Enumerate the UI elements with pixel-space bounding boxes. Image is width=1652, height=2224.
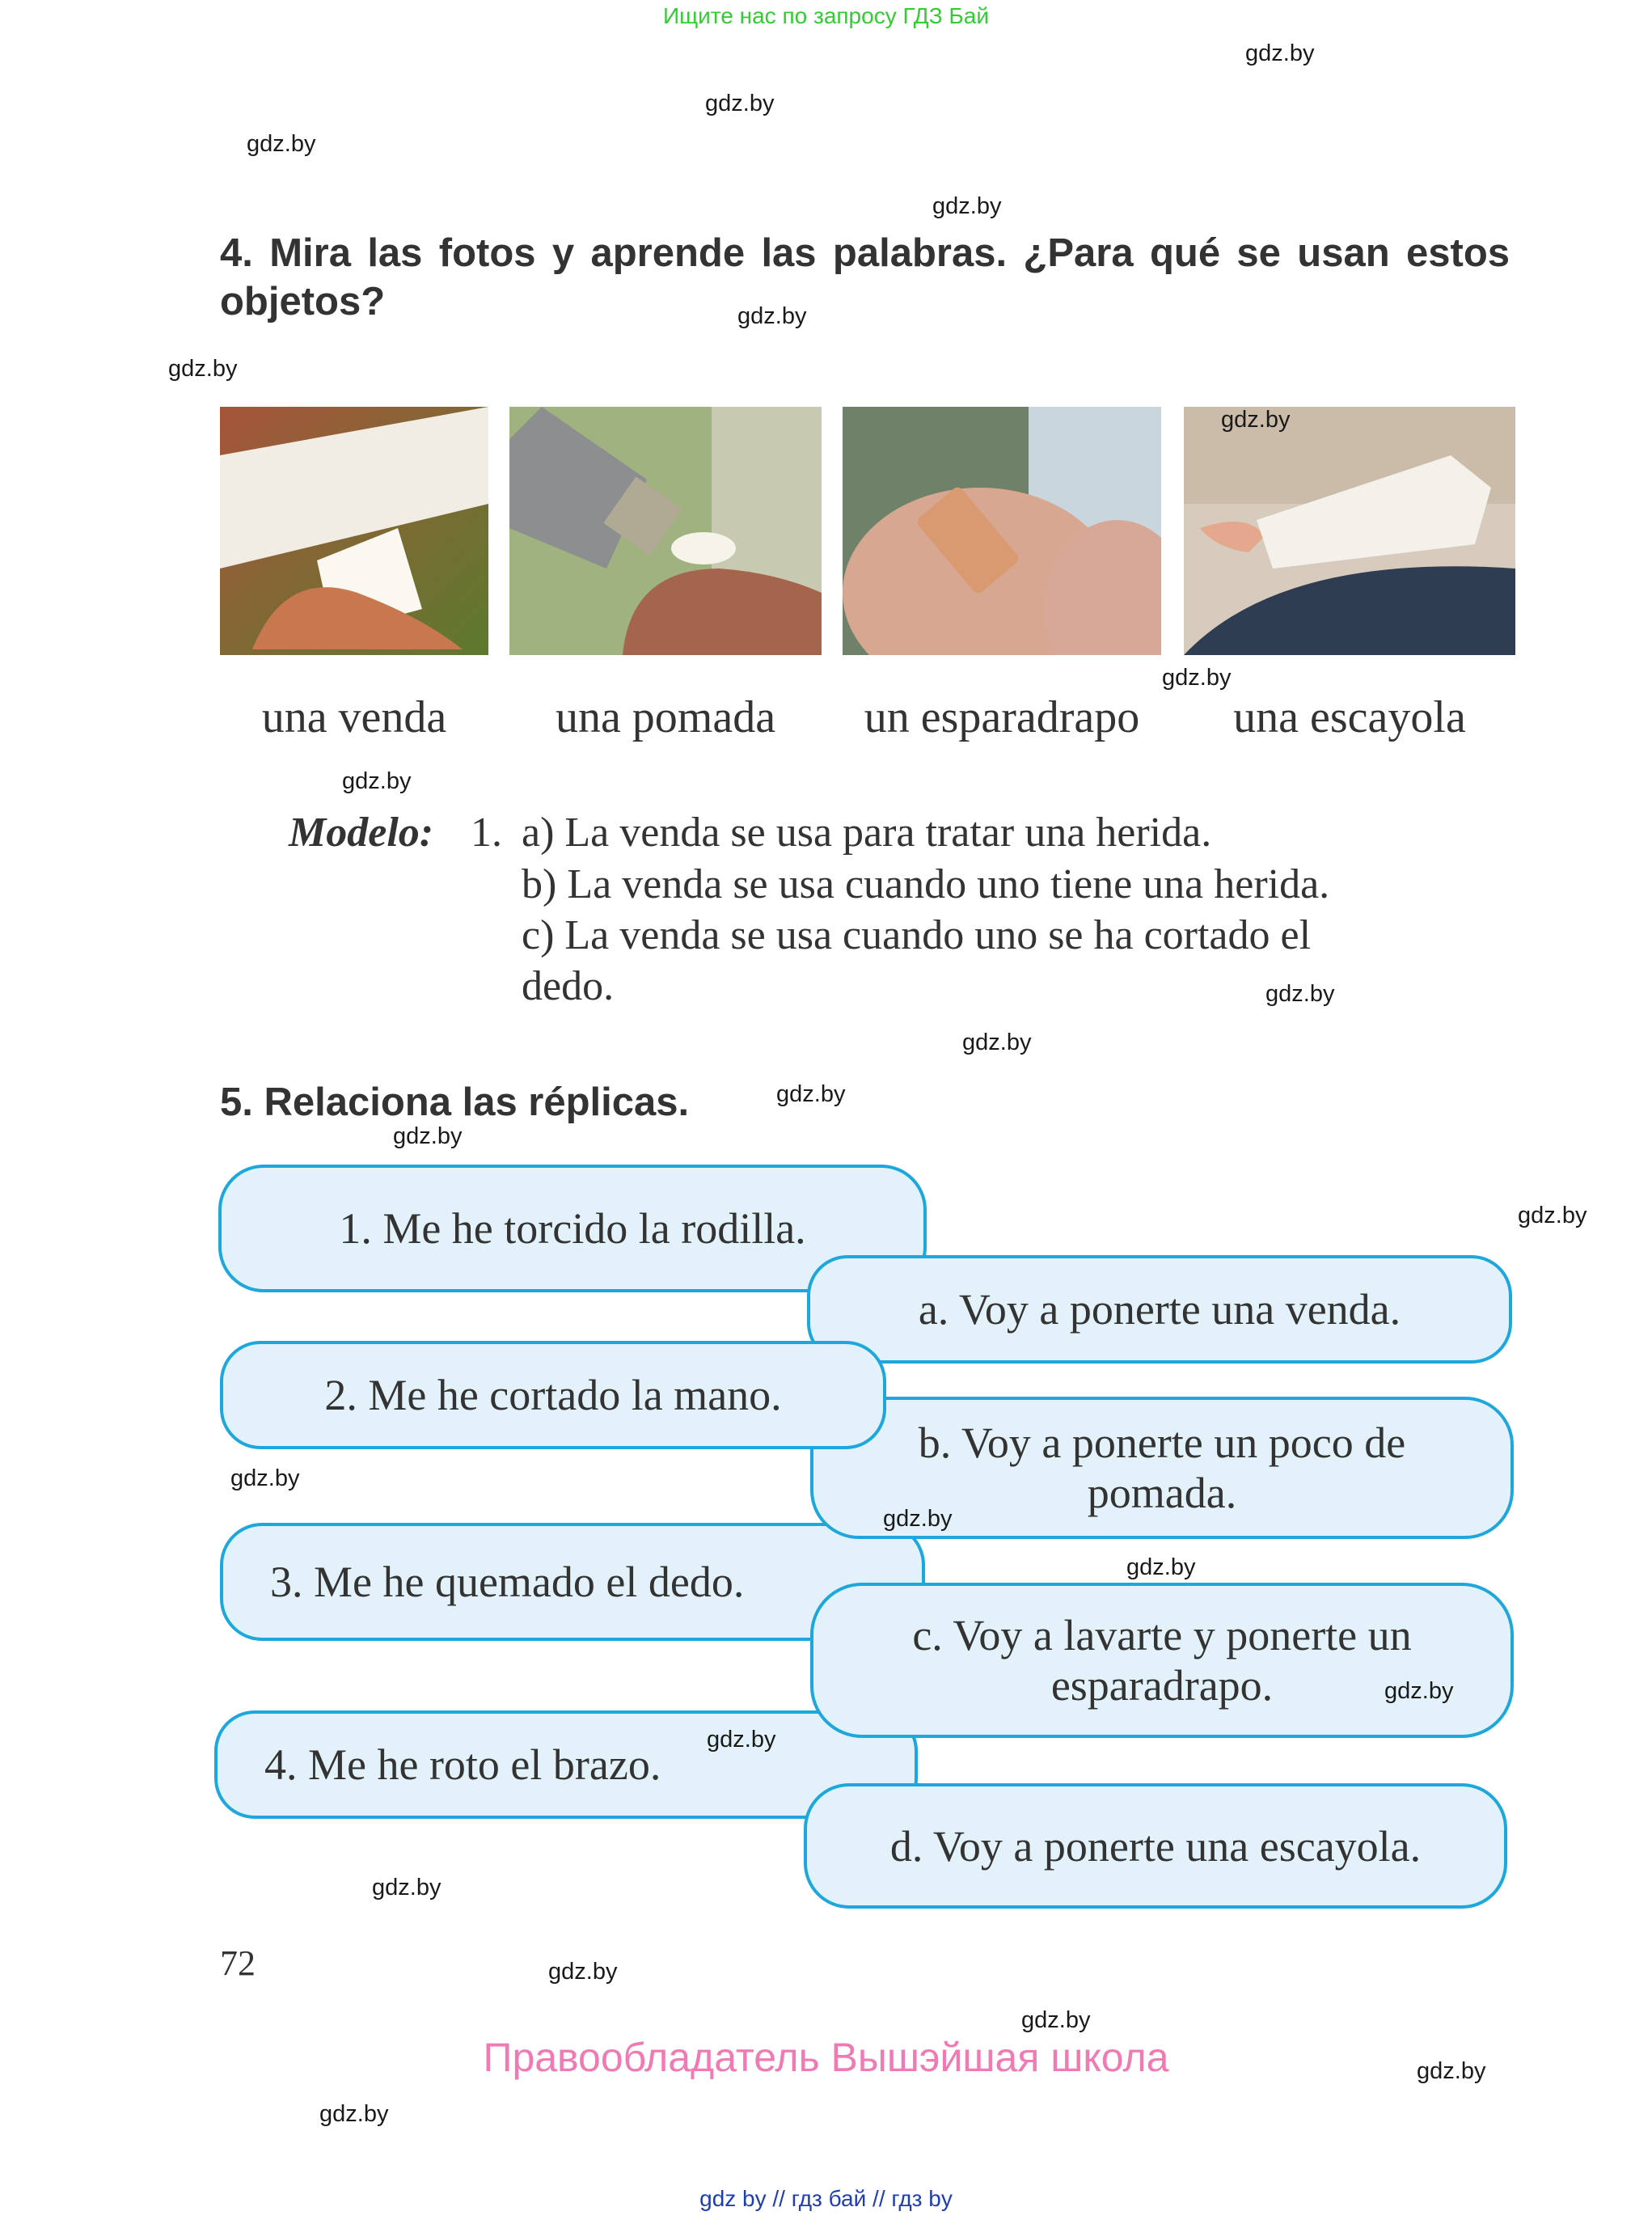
watermark: gdz.by [230,1465,300,1491]
watermark: gdz.by [1162,665,1232,691]
model-line: c) La venda se usa cuando uno se ha cortado el [522,912,1312,958]
reply-left-1: 1. Me he torcido la rodilla. [218,1165,927,1292]
watermark: gdz.by [1245,40,1315,66]
model-label: Modelo: [289,810,434,856]
exercise-5-title: 5. Relaciona las réplicas. [220,1080,690,1124]
plaster-photo [843,407,1161,655]
watermark: gdz.by [1518,1203,1587,1228]
watermark: gdz.by [1417,2058,1486,2084]
reply-right-c: c. Voy a lavarte y ponerte un esparadrapo. [810,1583,1514,1738]
watermark: gdz.by [1221,407,1291,433]
model-line: dedo. [522,963,615,1009]
watermark: gdz.by [1021,2007,1091,2033]
watermark: gdz.by [168,356,238,382]
reply-right-a: a. Voy a ponerte una venda. [807,1255,1512,1364]
model-line: a) La venda se usa para tratar una herida. [522,810,1212,856]
cast-photo [1184,407,1515,655]
watermark: gdz.by [707,1727,776,1753]
reply-left-4: 4. Me he roto el brazo. [214,1710,918,1819]
watermark: gdz.by [548,1959,618,1985]
watermark: gdz.by [776,1081,846,1107]
watermark: gdz.by [705,91,775,116]
watermark: gdz.by [1384,1678,1454,1704]
reply-right-b: b. Voy a ponerte un poco de pomada. [810,1397,1514,1539]
model-number: 1. [471,810,502,856]
watermark: gdz.by [737,303,807,329]
ointment-photo [509,407,822,655]
model-line: b) La venda se usa cuando uno tiene una herida. [522,861,1330,907]
exercise-4-title: 4. Mira las fotos y aprende las palabras. ¿Para qué se usan estos objetos? [220,231,1510,323]
footer-rights: Правообладатель Вышэйшая школа [483,2035,1169,2080]
watermark: gdz.by [342,768,412,794]
bandage-photo [220,407,488,655]
photo-caption: una escayola [1233,692,1466,742]
watermark: gdz.by [247,131,316,157]
reply-right-d: d. Voy a ponerte una escayola. [804,1783,1507,1909]
watermark: gdz.by [393,1123,463,1149]
footer-links[interactable]: gdz by // гдз бай // гдз by [699,2186,953,2211]
watermark: gdz.by [372,1875,442,1901]
page-number: 72 [220,1943,256,1983]
watermark: gdz.by [319,2101,389,2127]
watermark: gdz.by [962,1030,1032,1055]
watermark: gdz.by [932,193,1002,219]
photo-caption: una venda [261,692,447,742]
top-banner: Ищите нас по запросу ГДЗ Бай [662,3,990,28]
watermark: gdz.by [1265,981,1335,1007]
watermark: gdz.by [1126,1554,1196,1580]
watermark: gdz.by [883,1506,953,1532]
reply-left-3: 3. Me he quemado el dedo. [220,1523,925,1641]
reply-left-2: 2. Me he cortado la mano. [220,1341,886,1449]
photo-caption: un esparadrapo [864,692,1140,742]
photo-caption: una pomada [555,692,776,742]
